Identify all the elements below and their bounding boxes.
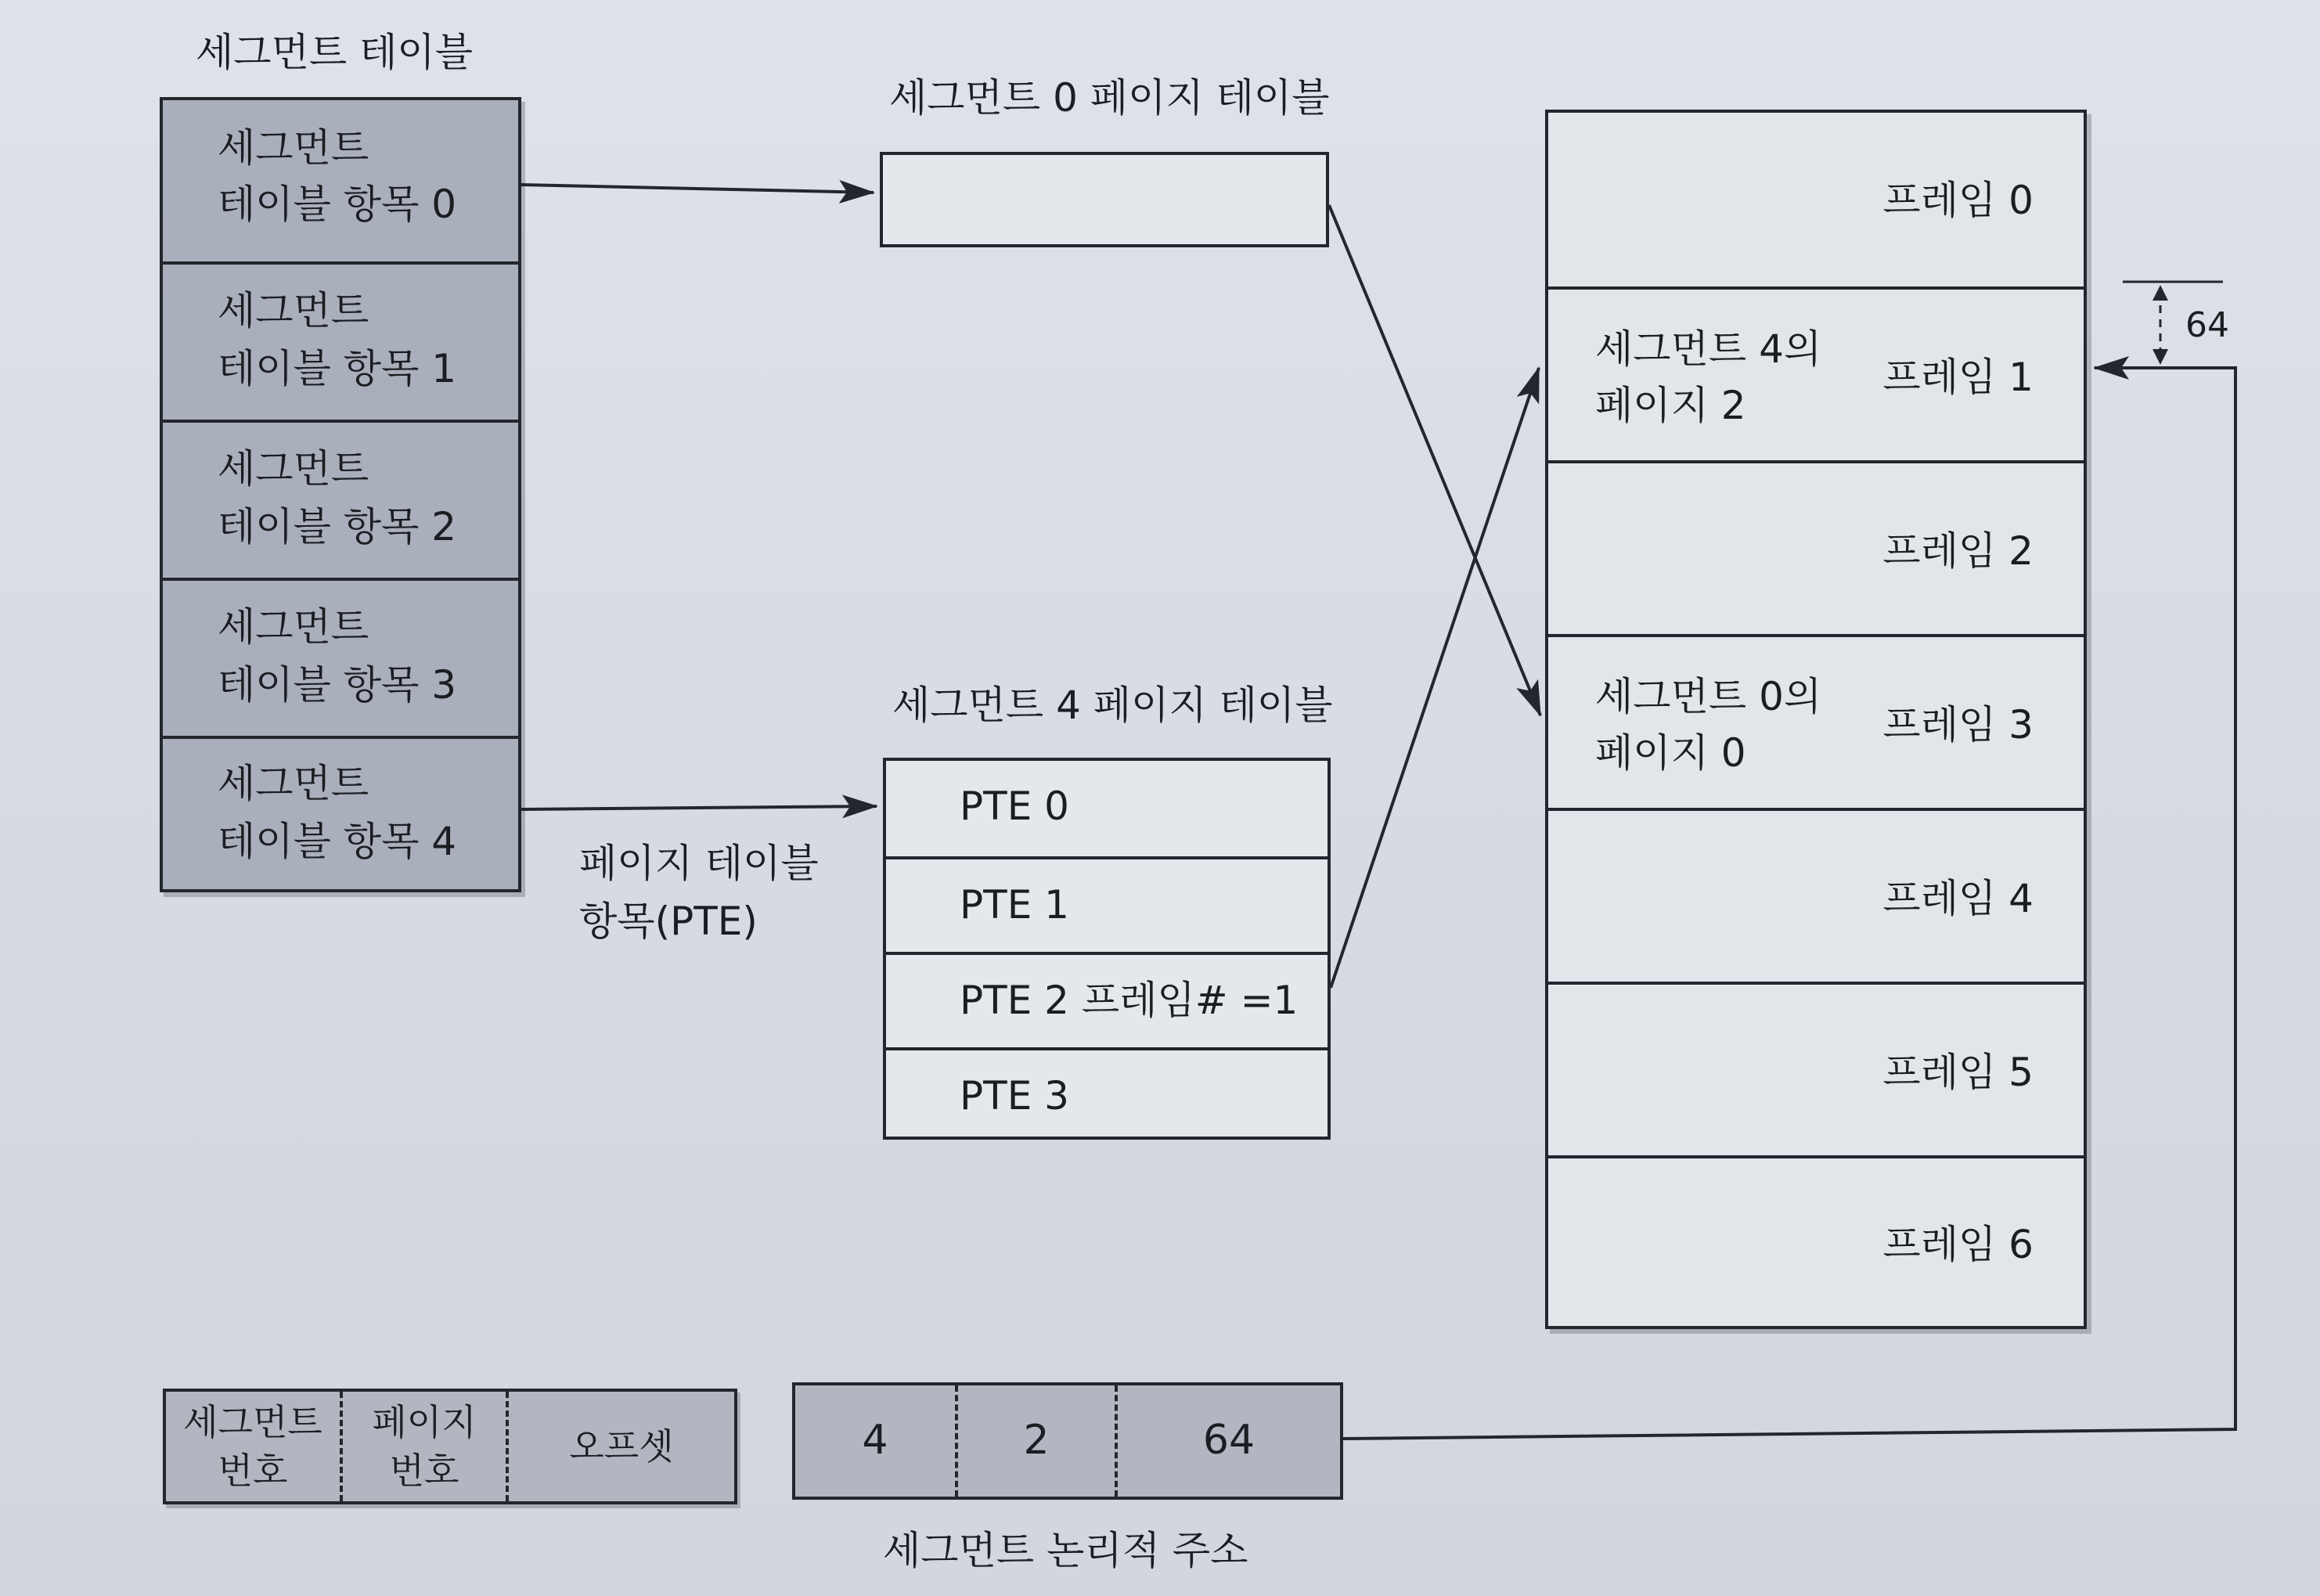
- frame-2-label: 프레임 2: [1882, 528, 2034, 574]
- arrow-address-to-frame1: [1343, 368, 2235, 1439]
- segment-entry-3-line1: 세그먼트: [218, 604, 369, 650]
- segment-entry-1-line2: 테이블 항목 1: [218, 346, 457, 391]
- offset-arrow-up: [2152, 285, 2168, 301]
- format-page-number-label: 페이지 번호: [372, 1401, 477, 1492]
- segment0-page-table-title: 세그먼트 0 페이지 테이블: [889, 75, 1330, 121]
- pte-1-label: PTE 1: [960, 882, 1069, 928]
- pte-caption-line1: 페이지 테이블: [579, 841, 819, 886]
- segment-entry-1-line1: 세그먼트: [218, 288, 369, 333]
- frame-0-label: 프레임 0: [1882, 178, 2034, 223]
- frame-3-page-line2: 페이지 0: [1595, 730, 1746, 776]
- frame-4-label: 프레임 4: [1882, 876, 2034, 921]
- segment-entry-2-line2: 테이블 항목 2: [218, 504, 457, 549]
- frame-3-label: 프레임 3: [1882, 702, 2034, 748]
- logical-address-caption: 세그먼트 논리적 주소: [883, 1528, 1248, 1573]
- pte-caption-line2: 항목(PTE): [579, 899, 758, 944]
- arrow-seg4-to-pagetable4: [521, 806, 877, 809]
- offset-64-label: 64: [2185, 305, 2229, 345]
- frame-1-page-line2: 페이지 2: [1595, 383, 1746, 428]
- pte-0-label: PTE 0: [960, 784, 1069, 829]
- segment-entry-0-line1: 세그먼트: [218, 125, 369, 171]
- arrow-seg0-to-pagetable0: [521, 185, 874, 193]
- offset-arrow-down: [2152, 349, 2168, 365]
- frame-5-label: 프레임 5: [1882, 1050, 2034, 1095]
- segment-entry-2-line1: 세그먼트: [218, 446, 369, 492]
- segment-entry-3-line2: 테이블 항목 3: [218, 662, 457, 708]
- pte-2-label: PTE 2 프레임# =1: [960, 978, 1299, 1023]
- segment-entry-4-line2: 테이블 항목 4: [218, 819, 457, 864]
- segment-table-title: 세그먼트 테이블: [196, 30, 473, 75]
- frame-6-label: 프레임 6: [1882, 1222, 2034, 1267]
- frame-1-page-line1: 세그먼트 4의: [1595, 326, 1822, 372]
- pte-3-label: PTE 3: [960, 1073, 1069, 1119]
- frame-3-page-line1: 세그먼트 0의: [1595, 674, 1822, 719]
- format-segment-number-label: 세그먼트 번호: [183, 1401, 322, 1492]
- address-offset-value: 64: [1202, 1417, 1255, 1465]
- segment-entry-4-line1: 세그먼트: [218, 761, 369, 806]
- address-segment-value: 4: [862, 1417, 888, 1465]
- segment-entry-0-line2: 테이블 항목 0: [218, 182, 457, 227]
- address-page-value: 2: [1023, 1417, 1050, 1465]
- frame-1-label: 프레임 1: [1882, 355, 2034, 400]
- segment4-page-table-title: 세그먼트 4 페이지 테이블: [892, 683, 1333, 728]
- format-offset-label: 오프셋: [569, 1425, 674, 1468]
